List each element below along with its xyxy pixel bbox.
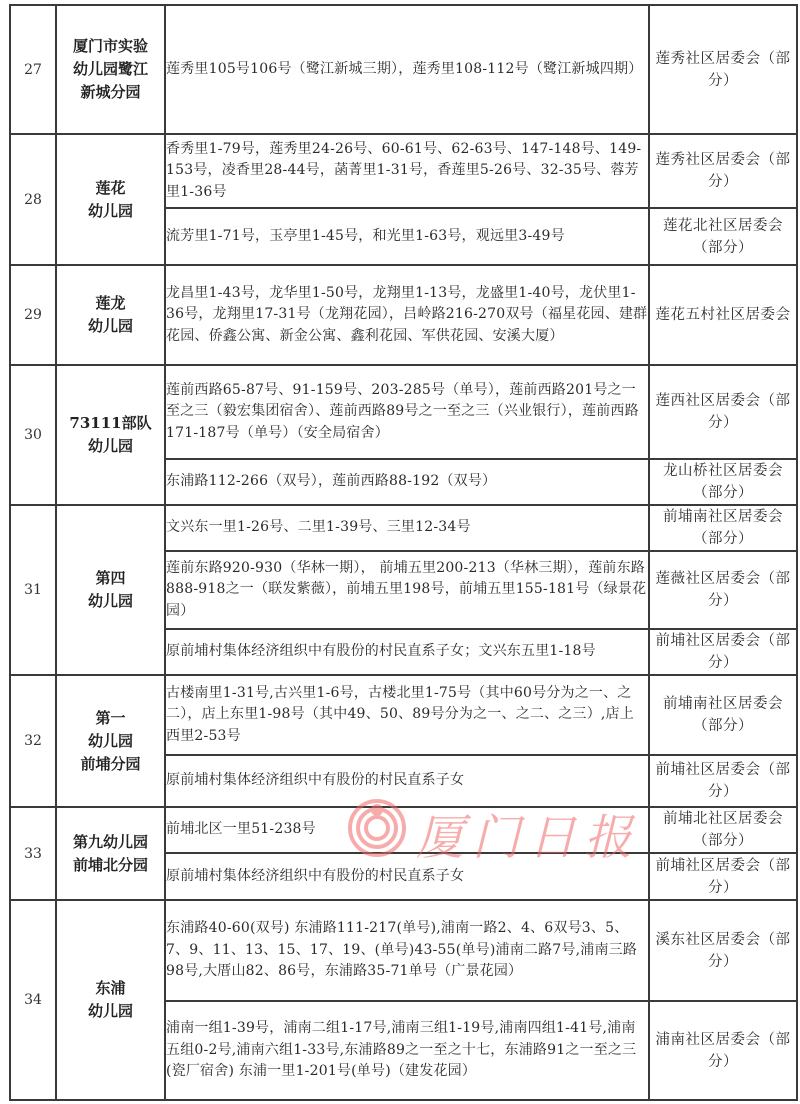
community-committee: 前埔南社区居委会（部分） <box>649 505 797 551</box>
kindergarten-name-line: 幼儿园 <box>87 317 133 335</box>
kindergarten-name-line: 幼儿园 <box>87 437 133 455</box>
row-number: 33 <box>10 807 56 900</box>
row-number: 34 <box>10 900 56 1100</box>
kindergarten-name-line: 幼儿园 <box>87 592 133 610</box>
table-row <box>10 675 797 755</box>
community-committee: 前埔社区居委会（部分） <box>649 853 797 900</box>
community-committee: 莲秀社区居委会（部分） <box>649 134 797 208</box>
kindergarten-name <box>56 134 165 265</box>
community-committee: 前埔社区居委会（部分） <box>649 629 797 675</box>
kindergarten-name-line: 幼儿园 <box>87 1002 133 1020</box>
enrollment-area: 原前埔村集体经济组织中有股份的村民直系子女；文兴东五里1-18号 <box>165 629 649 675</box>
kindergarten-name <box>56 807 165 900</box>
community-committee: 莲花五村社区居委会 <box>649 265 797 365</box>
community-committee: 前埔社区居委会（部分） <box>649 755 797 807</box>
kindergarten-name-line: 东浦 <box>95 979 126 997</box>
table-row <box>10 265 797 365</box>
community-committee: 莲薇社区居委会（部分） <box>649 551 797 629</box>
table-row <box>10 900 797 1001</box>
table-row <box>10 365 797 459</box>
enrollment-area: 浦南一组1-39号，浦南二组1-17号,浦南三组1-19号,浦南四组1-41号,浦南五组0-2号,浦南六组1-33号,东浦路89之一至之十七，东浦路91之一至之三(瓷厂宿舍) 东浦一里1-201号(单号)（建发花园） <box>165 1001 649 1100</box>
enrollment-area: 东浦路40-60(双号) 东浦路111-217(单号),浦南一路2、4、6双号3、5、7、9、11、13、15、17、19、(单号)43-55(单号)浦南二路7号,浦南三路98号,大厝山82、86号，东浦路35-71单号（广景花园） <box>165 900 649 1001</box>
kindergarten-name-line: 莲龙 <box>95 294 126 312</box>
table-row <box>10 505 797 551</box>
kindergarten-name-line: 幼儿园鹭江 <box>72 60 148 78</box>
kindergarten-name-line: 第一 <box>95 708 126 727</box>
kindergarten-name <box>56 505 165 675</box>
enrollment-area: 莲前西路65-87号、91-159号、203-285号（单号），莲前西路201号之一至之三（毅宏集团宿舍）、莲前西路89号之一至之三（兴业银行），莲前西路171-187号（单号）（安全局宿舍） <box>165 365 649 459</box>
enrollment-area: 莲秀里105号106号（鹭江新城三期），莲秀里108-112号（鹭江新城四期） <box>165 5 649 134</box>
kindergarten-name-line: 厦门市实验 <box>72 37 148 55</box>
kindergarten-name-line: 73111部队 <box>69 414 152 432</box>
table-body <box>10 5 797 1100</box>
kindergarten-name-line: 前埔北分园 <box>72 855 148 874</box>
community-committee: 莲花北社区居委会（部分） <box>649 208 797 265</box>
enrollment-area: 前埔北区一里51-238号 <box>165 807 649 853</box>
table-row <box>10 807 797 853</box>
kindergarten-name-line: 第九幼儿园 <box>72 832 148 851</box>
enrollment-zone-table <box>9 4 798 1101</box>
row-number: 29 <box>10 265 56 365</box>
kindergarten-name-line: 新城分园 <box>80 83 141 101</box>
table-row <box>10 134 797 208</box>
community-committee: 莲西社区居委会（部分） <box>649 365 797 459</box>
enrollment-area: 龙昌里1-43号，龙华里1-50号，龙翔里1-13号，龙盛里1-40号，龙伏里1-36号，龙翔里17-31号（龙翔花园），吕岭路216-270双号（福星花园、建群花园、侨鑫公寓、新金公寓、鑫利花园、军供花园、安溪大厦） <box>165 265 649 365</box>
community-committee: 溪东社区居委会（部分） <box>649 900 797 1001</box>
watermark-text: 厦门日报 <box>416 810 641 866</box>
community-committee: 前埔北社区居委会（部分） <box>649 807 797 853</box>
row-number: 28 <box>10 134 56 265</box>
enrollment-area: 原前埔村集体经济组织中有股份的村民直系子女 <box>165 853 649 900</box>
table-row <box>10 5 797 134</box>
kindergarten-name <box>56 675 165 807</box>
enrollment-area: 香秀里1-79号，莲秀里24-26号、60-61号、62-63号、147-148号、149-153号，凌香里28-44号，菡菁里1-31号，香莲里5-26号、32-35号、蓉芳里1-36号 <box>165 134 649 208</box>
kindergarten-name <box>56 265 165 365</box>
enrollment-area: 莲前东路920-930（华林一期）， 前埔五里200-213（华林三期），莲前东路888-918之一（联发紫薇），前埔五里198号，前埔五里155-181号（绿景花园） <box>165 551 649 629</box>
community-committee: 浦南社区居委会（部分） <box>649 1001 797 1100</box>
kindergarten-name <box>56 5 165 134</box>
community-committee: 前埔南社区居委会（部分） <box>649 675 797 755</box>
enrollment-area: 东浦路112-266（双号），莲前西路88-192（双号） <box>165 459 649 505</box>
community-committee: 龙山桥社区居委会（部分） <box>649 459 797 505</box>
kindergarten-name-line: 莲花 <box>95 178 126 197</box>
kindergarten-name <box>56 900 165 1100</box>
enrollment-area: 流芳里1-71号，玉亭里1-45号，和光里1-63号，观远里3-49号 <box>165 208 649 265</box>
community-committee: 莲秀社区居委会（部分） <box>649 5 797 134</box>
kindergarten-name-line: 前埔分园 <box>80 754 141 773</box>
kindergarten-name-line: 第四 <box>95 569 126 587</box>
enrollment-area: 文兴东一里1-26号、二里1-39号、三里12-34号 <box>165 505 649 551</box>
row-number: 27 <box>10 5 56 134</box>
row-number: 31 <box>10 505 56 675</box>
kindergarten-name-line: 幼儿园 <box>87 731 133 750</box>
enrollment-area: 原前埔村集体经济组织中有股份的村民直系子女 <box>165 755 649 807</box>
kindergarten-name <box>56 365 165 505</box>
row-number: 30 <box>10 365 56 505</box>
enrollment-area: 古楼南里1-31号,古兴里1-6号，古楼北里1-75号（其中60号分为之一、之二），店上东里1-98号（其中49、50、89号分为之一、之二、之三）,店上西里2-53号 <box>165 675 649 755</box>
row-number: 32 <box>10 675 56 807</box>
kindergarten-name-line: 幼儿园 <box>87 201 133 220</box>
